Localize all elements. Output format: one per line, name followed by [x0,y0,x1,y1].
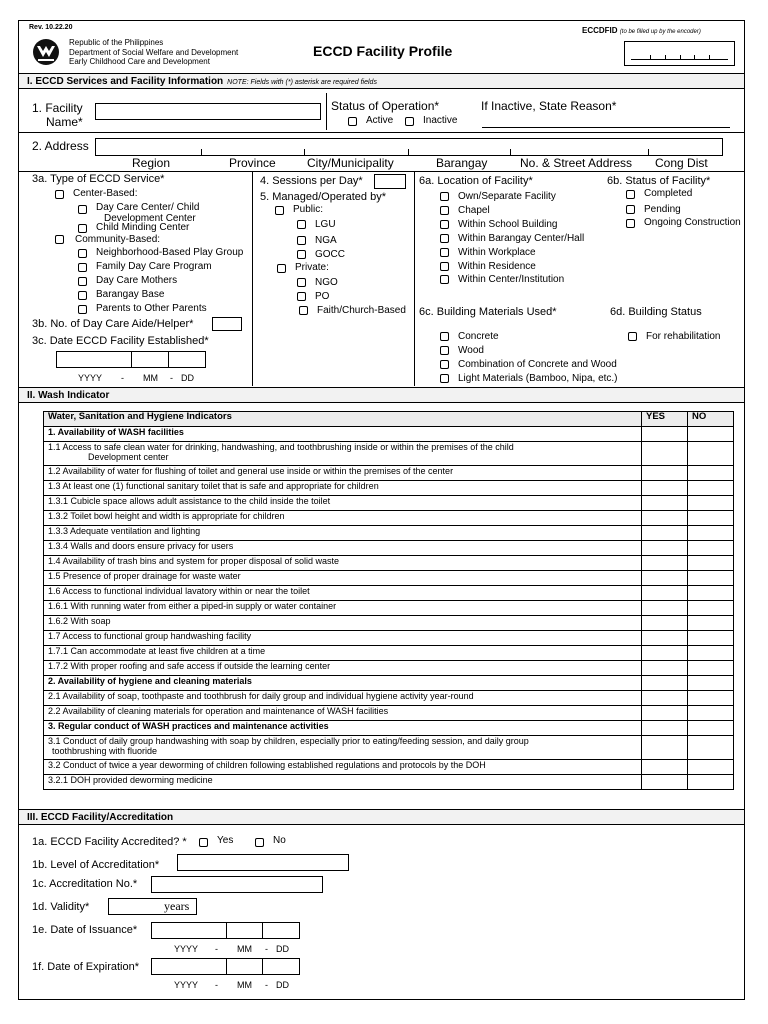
wash-header-no: NO [688,412,734,427]
wash-indicator-row [44,496,734,511]
ngo-label: NGO [315,277,338,288]
wash-indicator-line: 2.2 Availability of cleaning materials for operation and maintenance of WASH facilities [48,706,389,716]
date-established-mm: MM [143,373,158,383]
public-label: Public: [293,204,324,215]
wash-indicator-text [44,427,642,442]
expiration-dd: DD [276,980,289,990]
neighborhood-playgroup-label: Neighborhood-Based Play Group [96,247,244,258]
wash-indicator-row [44,760,734,775]
date-established-input[interactable] [56,351,206,368]
wash-indicator-line: 1.3.4 Walls and doors ensure privacy for users [48,541,234,551]
wash-indicator-row [44,526,734,541]
status-pending-label: Pending [644,204,681,215]
day-care-center-label: Day Care Center/ Child [96,202,200,213]
material-combination-checkbox[interactable] [440,360,449,369]
address-city: City/Municipality [307,156,394,170]
row-divider-2 [19,171,744,172]
day-care-center-checkbox[interactable] [78,205,87,214]
wash-no-cell[interactable] [688,526,734,541]
wash-yes-cell[interactable] [642,481,688,496]
wash-header-yes: YES [642,412,688,427]
wash-indicator-text [44,571,642,586]
wash-indicator-text [44,760,642,775]
aide-label: 3b. No. of Day Care Aide/Helper* [32,318,194,330]
location-label: 6a. Location of Facility* [419,175,533,187]
expiration-mm: MM [237,980,252,990]
wash-no-cell[interactable] [688,541,734,556]
wash-no-cell[interactable] [688,466,734,481]
barangay-base-checkbox[interactable] [78,291,87,300]
address-street: No. & Street Address [520,156,633,170]
wash-indicator-row [44,511,734,526]
wash-no-cell[interactable] [688,481,734,496]
materials-label: 6c. Building Materials Used* [419,306,557,318]
wash-indicator-text [44,691,642,706]
expiration-yyyy: YYYY [174,980,199,990]
parents-checkbox[interactable] [78,305,87,314]
page-title: ECCD Facility Profile [313,43,453,59]
wash-indicator-text [44,466,642,481]
wash-indicator-text [44,775,642,790]
wash-yes-cell[interactable] [642,706,688,721]
po-checkbox[interactable] [297,292,306,301]
wash-category-row [44,427,734,442]
address-region: Region [132,156,171,170]
wash-indicator-row [44,661,734,676]
public-checkbox[interactable] [275,206,284,215]
wash-no-cell[interactable] [688,676,734,691]
wash-yes-cell[interactable] [642,427,688,442]
issuance-yyyy: YYYY [174,944,199,954]
col-divider-1 [252,171,253,386]
wash-no-cell[interactable] [688,775,734,790]
expiration-input[interactable] [151,958,300,975]
accno-input[interactable] [151,876,323,893]
status-facility-label: 6b. Status of Facility* [607,175,711,187]
wash-no-cell[interactable] [688,760,734,775]
wash-no-cell[interactable] [688,661,734,676]
wash-yes-cell[interactable] [642,496,688,511]
managed-label: 5. Managed/Operated by* [260,191,386,203]
wash-no-cell[interactable] [688,736,734,760]
wash-indicator-text [44,676,642,691]
aide-input[interactable] [212,317,242,331]
section-3-header [19,809,744,825]
address-province: Province [229,156,276,170]
status-active-label: Active [366,115,394,126]
wash-indicator-line: 1.4 Availability of trash bins and system for proper disposal of solid waste [48,556,339,566]
wash-indicator-line: 1.3.2 Toilet bowl height and width is appropriate for children [48,511,285,521]
wash-indicator-row [44,706,734,721]
government-lines [69,38,238,67]
gov-line-1: Republic of the Philippines [69,38,164,47]
wash-indicator-line: 1.6.1 With running water from either a piped-in supply or water container [48,601,337,611]
wash-no-cell[interactable] [688,571,734,586]
material-combination-label: Combination of Concrete and Wood [458,359,617,370]
wash-indicator-line-2: Development center [88,452,169,462]
inactive-reason-label: If Inactive, State Reason* [481,99,617,113]
wash-yes-cell[interactable] [642,736,688,760]
wash-indicator-line: 1.7.2 With proper roofing and safe access if outside the learning center [48,661,331,671]
barangay-base-label: Barangay Base [96,289,165,300]
issuance-dd: DD [276,944,289,954]
wash-yes-cell[interactable] [642,691,688,706]
wash-yes-cell[interactable] [642,775,688,790]
child-minding-label: Child Minding Center [96,222,190,233]
wash-category-row [44,676,734,691]
date-established-label: 3c. Date ECCD Facility Established* [32,335,209,347]
building-status-label: 6d. Building Status [610,306,702,318]
gocc-label: GOCC [315,249,345,260]
wash-indicator-row [44,571,734,586]
wash-no-cell[interactable] [688,721,734,736]
material-light-checkbox[interactable] [440,374,449,383]
accredited-yes-label: Yes [217,835,234,846]
development-center-label: Development Center [104,213,196,224]
parents-label: Parents to Other Parents [96,303,207,314]
faith-based-label: Faith/Church-Based [317,305,406,316]
sessions-label: 4. Sessions per Day* [260,175,363,187]
expiration-label: 1f. Date of Expiration* [32,961,140,973]
status-ongoing-label: Ongoing Construction [644,217,741,228]
wash-no-cell[interactable] [688,442,734,466]
accredited-no-label: No [273,835,286,846]
wash-no-cell[interactable] [688,511,734,526]
wash-header-indicators: Water, Sanitation and Hygiene Indicators [44,412,642,427]
location-institution-label: Within Center/Institution [458,274,565,285]
location-school-checkbox[interactable] [440,220,449,229]
wash-indicator-row [44,541,734,556]
address-label: 2. Address [32,139,89,153]
wash-indicator-line: 1.3 At least one (1) functional sanitary toilet that is safe and appropriate for children [48,481,379,491]
material-wood-label: Wood [458,345,484,356]
wash-indicator-row [44,586,734,601]
date-sep-2: - [170,373,173,383]
facility-name-input[interactable] [95,103,321,120]
wash-indicator-line: 1.6.2 With soap [48,616,111,626]
wash-indicator-row [44,442,734,466]
status-inactive-checkbox[interactable] [405,117,414,126]
eccdfid-input[interactable] [624,41,735,66]
wash-indicator-text [44,631,642,646]
nga-label: NGA [315,235,337,246]
address-input[interactable] [95,138,723,156]
material-light-label: Light Materials (Bamboo, Nipa, etc.) [458,373,618,384]
address-barangay: Barangay [436,156,488,170]
expiration-sep-1: - [215,980,218,990]
center-based-checkbox[interactable] [55,190,64,199]
wash-yes-cell[interactable] [642,571,688,586]
private-checkbox[interactable] [277,264,286,273]
wash-yes-cell[interactable] [642,646,688,661]
wash-indicator-line: 3.2.1 DOH provided deworming medicine [48,775,213,785]
location-chapel-checkbox[interactable] [440,206,449,215]
wash-table [43,411,734,790]
date-sep-1: - [121,373,124,383]
wash-indicator-line-2: toothbrushing with fluoride [52,746,158,756]
community-based-checkbox[interactable] [55,235,64,244]
po-label: PO [315,291,330,302]
status-inactive-label: Inactive [423,115,458,126]
wash-category-row [44,721,734,736]
wash-indicator-line: 1.7 Access to functional group handwashing facility [48,631,252,641]
accredited-label: 1a. ECCD Facility Accredited? * [32,836,187,848]
location-chapel-label: Chapel [458,205,490,216]
section-2-header [19,387,744,403]
wash-indicator-line: 1.1 Access to safe clean water for drinking, handwashing, and toothbrushing inside or within the premises of the child [48,442,514,452]
wash-yes-cell[interactable] [642,541,688,556]
location-barangay-label: Within Barangay Center/Hall [458,233,585,244]
wash-indicator-line: 1.5 Presence of proper drainage for waste water [48,571,241,581]
wash-indicator-text [44,556,642,571]
location-workplace-label: Within Workplace [458,247,536,258]
wash-yes-cell[interactable] [642,511,688,526]
community-based-label: Community-Based: [75,234,161,245]
section-2-title: II. Wash Indicator [27,390,110,401]
wash-indicator-line: 3.2 Conduct of twice a year deworming of children following established regulations and protocols by the DOH [48,760,486,770]
wash-indicator-row [44,466,734,481]
day-care-mothers-label: Day Care Mothers [96,275,178,286]
date-established-dd: DD [181,373,194,383]
eccdfid-label [582,26,701,35]
wash-table-header [44,412,734,427]
section-3-title: III. ECCD Facility/Accreditation [27,812,174,823]
status-completed-label: Completed [644,188,693,199]
accredited-no-checkbox[interactable] [255,838,264,847]
center-based-label: Center-Based: [73,188,138,199]
wash-indicator-line: 1. Availability of WASH facilities [48,427,184,437]
address-cong-dist: Cong Dist [655,156,708,170]
wash-indicator-row [44,556,734,571]
nga-checkbox[interactable] [297,236,306,245]
wash-indicator-text [44,601,642,616]
level-input[interactable] [177,854,349,871]
wash-indicator-row [44,601,734,616]
section-1-title: I. ECCD Services and Facility Information [27,76,224,87]
level-label: 1b. Level of Accreditation* [32,859,160,871]
status-active-checkbox[interactable] [348,117,357,126]
wash-no-cell[interactable] [688,556,734,571]
rehabilitation-checkbox[interactable] [628,332,637,341]
wash-yes-cell[interactable] [642,442,688,466]
wash-indicator-text [44,646,642,661]
validity-label: 1d. Validity* [32,901,90,913]
required-note: NOTE: Fields with (*) asterisk are required fields [227,79,377,86]
location-own-checkbox[interactable] [440,192,449,201]
status-operation-label: Status of Operation* [331,99,440,113]
gocc-checkbox[interactable] [297,250,306,259]
facility-name-label-2: Name* [46,115,83,129]
wash-indicator-line: 2. Availability of hygiene and cleaning materials [48,676,252,686]
eccdfid-note: (to be filled up by the encoder) [619,29,701,35]
type-service-label: 3a. Type of ECCD Service* [32,173,165,185]
wash-indicator-text [44,586,642,601]
facility-name-label: 1. Facility [32,101,83,115]
gov-line-3: Early Childhood Care and Development [69,57,210,66]
wash-indicator-text [44,481,642,496]
wash-indicator-row [44,691,734,706]
wash-indicator-row [44,736,734,760]
wash-yes-cell[interactable] [642,466,688,481]
wash-indicator-row [44,481,734,496]
col-divider-2 [414,171,415,386]
issuance-sep-2: - [265,944,268,954]
wash-no-cell[interactable] [688,427,734,442]
wash-no-cell[interactable] [688,706,734,721]
lgu-checkbox[interactable] [297,220,306,229]
wash-indicator-text [44,496,642,511]
material-concrete-label: Concrete [458,331,499,342]
location-workplace-checkbox[interactable] [440,248,449,257]
rehabilitation-label: For rehabilitation [646,331,721,342]
accno-label: 1c. Accreditation No.* [32,878,138,890]
eccdfid-title: ECCDFID [582,26,618,35]
wash-indicator-text [44,616,642,631]
family-day-care-checkbox[interactable] [78,263,87,272]
wash-no-cell[interactable] [688,631,734,646]
wash-no-cell[interactable] [688,691,734,706]
wash-yes-cell[interactable] [642,526,688,541]
accredited-yes-checkbox[interactable] [199,838,208,847]
dswd-logo [31,37,61,67]
wash-indicator-text [44,526,642,541]
gov-line-2: Department of Social Welfare and Development [69,47,239,57]
wash-indicator-text [44,442,642,466]
inactive-reason-line[interactable] [482,127,730,128]
neighborhood-playgroup-checkbox[interactable] [78,249,87,258]
wash-no-cell[interactable] [688,496,734,511]
material-concrete-checkbox[interactable] [440,332,449,341]
wash-yes-cell[interactable] [642,586,688,601]
family-day-care-label: Family Day Care Program [96,261,212,272]
location-own-label: Own/Separate Facility [458,191,556,202]
wash-yes-cell[interactable] [642,616,688,631]
location-barangay-checkbox[interactable] [440,234,449,243]
issuance-mm: MM [237,944,252,954]
wash-indicator-text [44,661,642,676]
wash-indicator-row [44,616,734,631]
wash-yes-cell[interactable] [642,601,688,616]
location-school-label: Within School Building [458,219,558,230]
wash-indicator-text [44,541,642,556]
faith-based-checkbox[interactable] [299,306,308,315]
child-minding-checkbox[interactable] [78,224,87,233]
status-ongoing-checkbox[interactable] [626,219,635,228]
wash-indicator-line: 1.6 Access to functional individual lavatory within or near the toilet [48,586,310,596]
status-pending-checkbox[interactable] [626,205,635,214]
material-wood-checkbox[interactable] [440,346,449,355]
validity-unit: years [164,899,190,913]
wash-yes-cell[interactable] [642,760,688,775]
day-care-mothers-checkbox[interactable] [78,277,87,286]
wash-indicator-row [44,775,734,790]
wash-yes-cell[interactable] [642,676,688,691]
issuance-sep-1: - [215,944,218,954]
wash-yes-cell[interactable] [642,556,688,571]
section-1-header [19,73,744,89]
wash-yes-cell[interactable] [642,721,688,736]
wash-indicator-row [44,631,734,646]
issuance-input[interactable] [151,922,300,939]
wash-indicator-row [44,646,734,661]
wash-yes-cell[interactable] [642,661,688,676]
wash-indicator-line: 1.7.1 Can accommodate at least five children at a time [48,646,266,656]
location-residence-checkbox[interactable] [440,262,449,271]
status-divider [326,93,327,130]
wash-no-cell[interactable] [688,646,734,661]
lgu-label: LGU [315,219,336,230]
wash-no-cell[interactable] [688,586,734,601]
wash-indicator-text [44,511,642,526]
wash-indicator-text [44,706,642,721]
wash-indicator-line: 1.3.1 Cubicle space allows adult assistance to the child inside the toilet [48,496,331,506]
ngo-checkbox[interactable] [297,278,306,287]
location-institution-checkbox[interactable] [440,275,449,284]
wash-indicator-line: 1.2 Availability of water for flushing of toilet and general use inside or within the premises of the center [48,466,454,476]
date-established-yyyy: YYYY [78,373,103,383]
location-residence-label: Within Residence [458,261,536,272]
wash-no-cell[interactable] [688,616,734,631]
status-completed-checkbox[interactable] [626,190,635,199]
wash-no-cell[interactable] [688,601,734,616]
row-divider [19,132,744,133]
sessions-input[interactable] [374,174,406,189]
wash-indicator-line: 3.1 Conduct of daily group handwashing with soap by children, especially prior to eating/feeding session, and daily group [48,736,529,746]
private-label: Private: [295,262,329,273]
wash-indicator-line: 1.3.3 Adequate ventilation and lighting [48,526,201,536]
issuance-label: 1e. Date of Issuance* [32,924,138,936]
wash-indicator-text [44,721,642,736]
validity-input[interactable] [108,898,197,915]
wash-indicator-line: 3. Regular conduct of WASH practices and maintenance activities [48,721,329,731]
wash-indicator-line: 2.1 Availability of soap, toothpaste and toothbrush for daily group and individual hygiene activity year-round [48,691,474,701]
wash-yes-cell[interactable] [642,631,688,646]
revision-label: Rev. 10.22.20 [29,24,73,31]
wash-indicator-text [44,736,642,760]
expiration-sep-2: - [265,980,268,990]
